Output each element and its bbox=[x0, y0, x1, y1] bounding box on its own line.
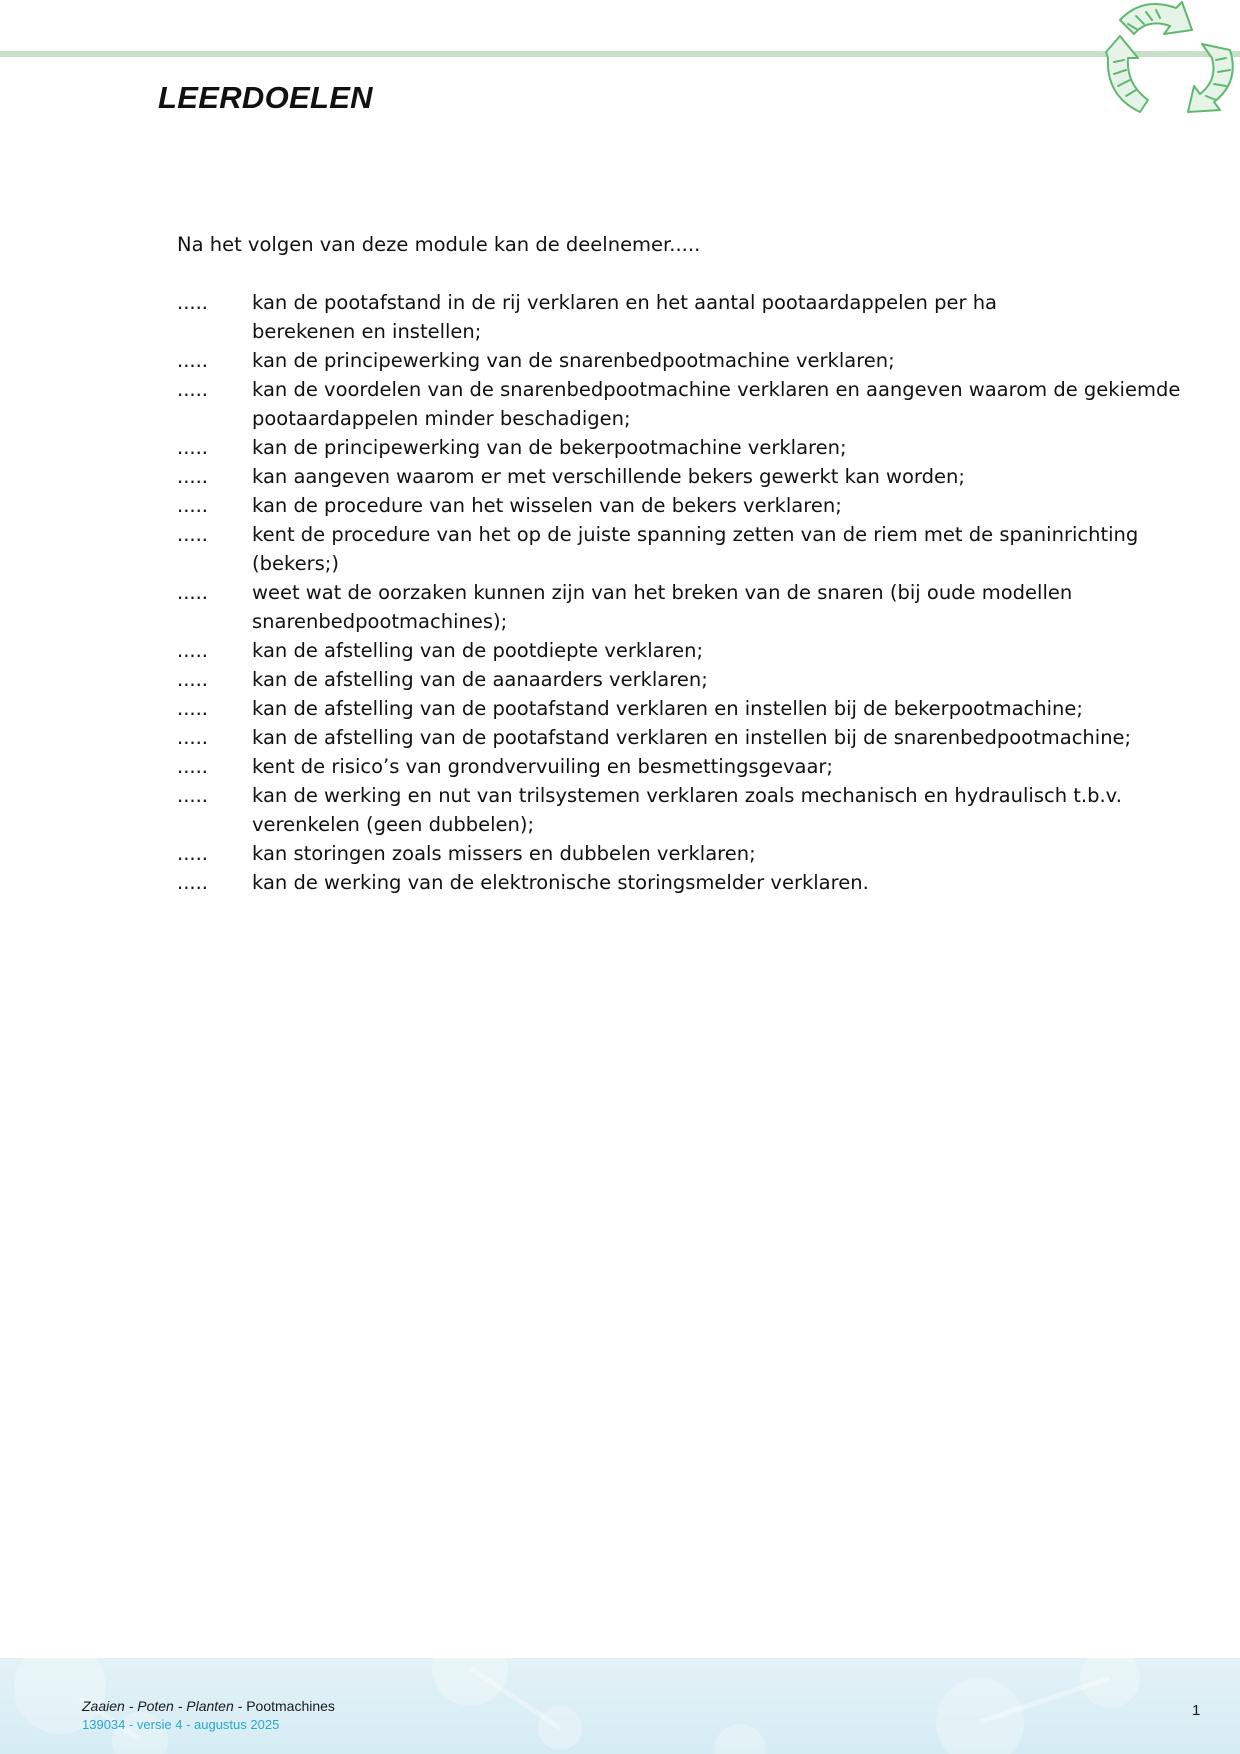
item-marker: ..... bbox=[177, 697, 208, 720]
item-marker: ..... bbox=[177, 436, 208, 459]
learning-objectives-list bbox=[177, 288, 1187, 897]
list-item bbox=[177, 781, 1187, 839]
list-item bbox=[177, 665, 1187, 694]
list-item bbox=[177, 375, 1187, 433]
item-marker: ..... bbox=[177, 755, 208, 778]
list-item bbox=[177, 462, 1187, 491]
item-text: kan de afstelling van de pootafstand verklaren en instellen bij de snarenbedpootmachine; bbox=[252, 726, 1132, 749]
item-marker: ..... bbox=[177, 523, 208, 546]
list-item bbox=[177, 578, 1187, 636]
item-marker: ..... bbox=[177, 378, 208, 401]
item-marker: ..... bbox=[177, 842, 208, 865]
list-item bbox=[177, 839, 1187, 868]
item-text: kan de afstelling van de aanaarders verklaren; bbox=[252, 668, 708, 691]
item-marker: ..... bbox=[177, 291, 208, 314]
list-item bbox=[177, 288, 1187, 346]
list-item bbox=[177, 868, 1187, 897]
item-text: kan de afstelling van de pootdiepte verklaren; bbox=[252, 639, 704, 662]
item-text: kan de werking en nut van trilsystemen verklaren zoals mechanisch en hydraulisch t.b.v. verenkelen (geen dubbelen); bbox=[252, 784, 1122, 836]
list-item bbox=[177, 433, 1187, 462]
item-text: weet wat de oorzaken kunnen zijn van het breken van de snaren (bij oude modellen snarenbedpootmachines); bbox=[252, 581, 1073, 633]
item-marker: ..... bbox=[177, 871, 208, 894]
intro-text: Na het volgen van deze module kan de deelnemer..... bbox=[177, 233, 701, 256]
item-marker: ..... bbox=[177, 726, 208, 749]
footer-title-regular: Pootmachines bbox=[246, 1698, 335, 1714]
item-text: kan storingen zoals missers en dubbelen verklaren; bbox=[252, 842, 756, 865]
footer-module-title bbox=[82, 1698, 335, 1714]
list-item bbox=[177, 752, 1187, 781]
item-text: kan de principewerking van de bekerpootmachine verklaren; bbox=[252, 436, 847, 459]
list-item bbox=[177, 520, 1187, 578]
item-marker: ..... bbox=[177, 465, 208, 488]
footer-title-italic: Zaaien - Poten - Planten - bbox=[82, 1698, 247, 1714]
header-rule bbox=[0, 51, 1240, 57]
list-item bbox=[177, 636, 1187, 665]
list-item bbox=[177, 346, 1187, 375]
item-text: kan de voordelen van de snarenbedpootmachine verklaren en aangeven waarom de gekiemde pootaardappelen minder beschadigen; bbox=[252, 378, 1181, 430]
item-marker: ..... bbox=[177, 494, 208, 517]
item-marker: ..... bbox=[177, 581, 208, 604]
item-text: kan de werking van de elektronische storingsmelder verklaren. bbox=[252, 871, 869, 894]
item-text: kent de risico’s van grondvervuiling en besmettingsgevaar; bbox=[252, 755, 834, 778]
page-title: LEERDOELEN bbox=[158, 80, 373, 115]
page-footer bbox=[0, 1658, 1240, 1754]
item-marker: ..... bbox=[177, 349, 208, 372]
item-text: kan aangeven waarom er met verschillende bekers gewerkt kan worden; bbox=[252, 465, 965, 488]
item-text: kan de pootafstand in de rij verklaren en het aantal pootaardappelen per ha berekenen en instellen; bbox=[252, 291, 998, 343]
page-number: 1 bbox=[1192, 1702, 1201, 1719]
list-item bbox=[177, 491, 1187, 520]
item-marker: ..... bbox=[177, 668, 208, 691]
item-text: kan de afstelling van de pootafstand verklaren en instellen bij de bekerpootmachine; bbox=[252, 697, 1083, 720]
list-item bbox=[177, 694, 1187, 723]
item-text: kan de principewerking van de snarenbedpootmachine verklaren; bbox=[252, 349, 895, 372]
footer-version: 139034 - versie 4 - augustus 2025 bbox=[82, 1717, 280, 1732]
item-text: kent de procedure van het op de juiste spanning zetten van de riem met de spaninrichting (bekers;) bbox=[252, 523, 1139, 575]
item-marker: ..... bbox=[177, 639, 208, 662]
item-text: kan de procedure van het wisselen van de bekers verklaren; bbox=[252, 494, 842, 517]
list-item bbox=[177, 723, 1187, 752]
item-marker: ..... bbox=[177, 784, 208, 807]
recycle-icon bbox=[1098, 0, 1240, 118]
